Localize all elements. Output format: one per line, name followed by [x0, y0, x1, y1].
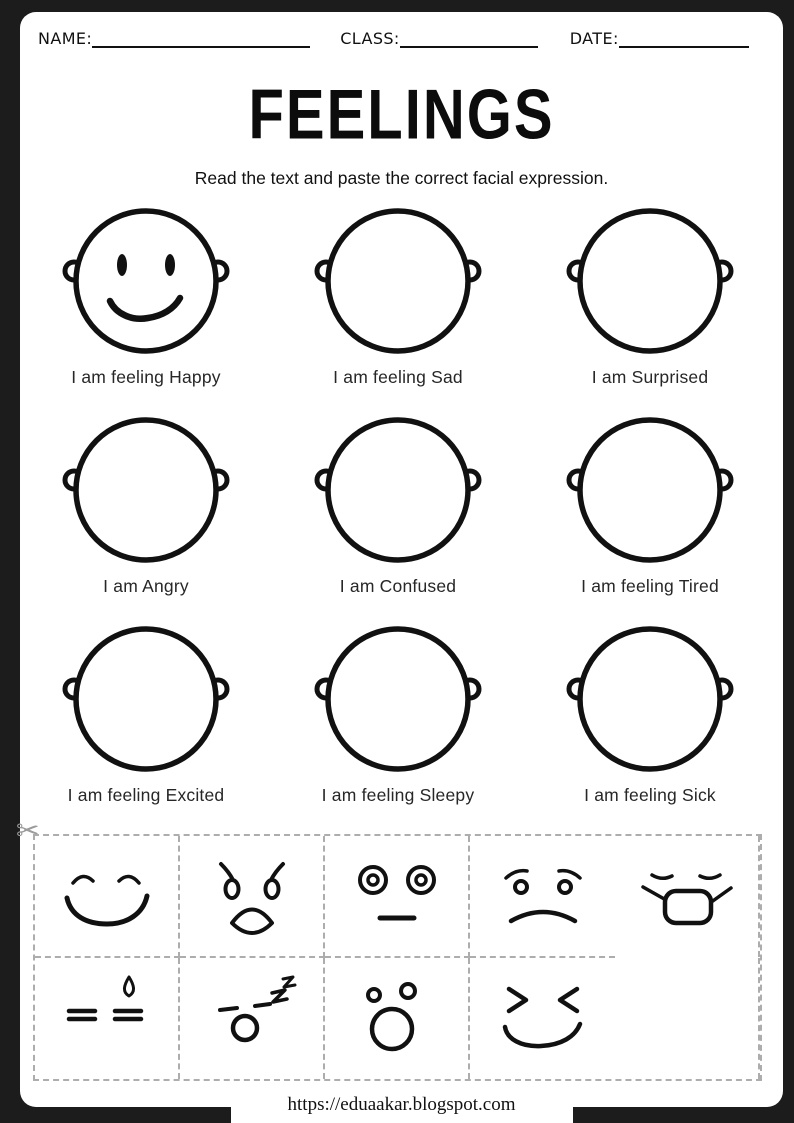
- face-cell-excited: [20, 619, 272, 806]
- blank-face-icon: [308, 410, 488, 570]
- date-blank-line: [619, 30, 749, 48]
- cutout-tired-piece: [35, 958, 180, 1079]
- happy-expression-icon: [47, 846, 167, 946]
- tired-expression-icon: [47, 969, 167, 1069]
- angry-expression-icon: [192, 846, 312, 946]
- happy-face-icon: [56, 201, 236, 361]
- face-caption: I am feeling Tired: [581, 576, 719, 596]
- face-cell-sleepy: [272, 619, 524, 806]
- face-cell-tired: [524, 410, 776, 597]
- face-caption: I am Angry: [103, 576, 189, 596]
- face-cell-confused: [272, 410, 524, 597]
- blank-face-icon: [560, 410, 740, 570]
- cutout-angry-piece: [180, 836, 325, 958]
- name-label: NAME:: [38, 29, 93, 48]
- face-cell-sad: [272, 201, 524, 388]
- name-blank-line: [92, 30, 310, 48]
- class-label: CLASS:: [340, 29, 400, 48]
- footer-url: https://eduaakar.blogspot.com: [287, 1093, 516, 1115]
- worksheet-page: [16, 12, 783, 1115]
- face-caption: I am feeling Excited: [67, 785, 225, 805]
- surprised-expression-icon: [337, 846, 457, 946]
- blank-face-icon: [56, 619, 236, 779]
- cutout-happy-piece: [35, 836, 180, 958]
- cutout-confused-piece: [325, 958, 470, 1079]
- blank-face-icon: [308, 201, 488, 361]
- face-cell-surprised: [524, 201, 776, 388]
- footer-plate: [231, 1086, 573, 1123]
- instructions: Read the text and paste the correct facial expression.: [194, 168, 609, 188]
- blank-face-icon: [308, 619, 488, 779]
- blank-face-icon: [560, 201, 740, 361]
- sleepy-expression-icon: [192, 969, 312, 1069]
- face-caption: I am feeling Happy: [71, 367, 221, 387]
- cutout-sad-piece: [470, 836, 615, 958]
- sad-expression-icon: [483, 846, 603, 946]
- face-caption: I am Confused: [339, 576, 457, 596]
- cutout-sleepy-piece: [180, 958, 325, 1079]
- date-label: DATE:: [569, 29, 619, 48]
- excited-squint-expression-icon: [483, 969, 603, 1069]
- blank-face-icon: [56, 410, 236, 570]
- face-cell-sick: [524, 619, 776, 806]
- face-caption: I am feeling Sleepy: [321, 785, 475, 805]
- class-blank-line: [400, 30, 538, 48]
- cutout-sick-piece: [615, 836, 760, 957]
- page-title: FEELINGS: [248, 74, 555, 155]
- cutout-strip: [16, 814, 762, 1081]
- header: [20, 12, 783, 48]
- faces-grid: [20, 201, 783, 806]
- blank-face-icon: [560, 619, 740, 779]
- cutout-excited-piece: [470, 958, 615, 1079]
- cutout-cell-empty: [615, 958, 760, 1079]
- confused-open-mouth-expression-icon: [337, 969, 457, 1069]
- sick-mask-expression-icon: [627, 847, 747, 947]
- face-caption: I am Surprised: [591, 367, 709, 387]
- face-cell-angry: [20, 410, 272, 597]
- face-caption: I am feeling Sad: [333, 367, 463, 387]
- face-caption: I am feeling Sick: [584, 785, 716, 805]
- face-cell-happy: [20, 201, 272, 388]
- scissors-icon: ✂: [16, 814, 40, 847]
- cutout-surprised-piece: [325, 836, 470, 958]
